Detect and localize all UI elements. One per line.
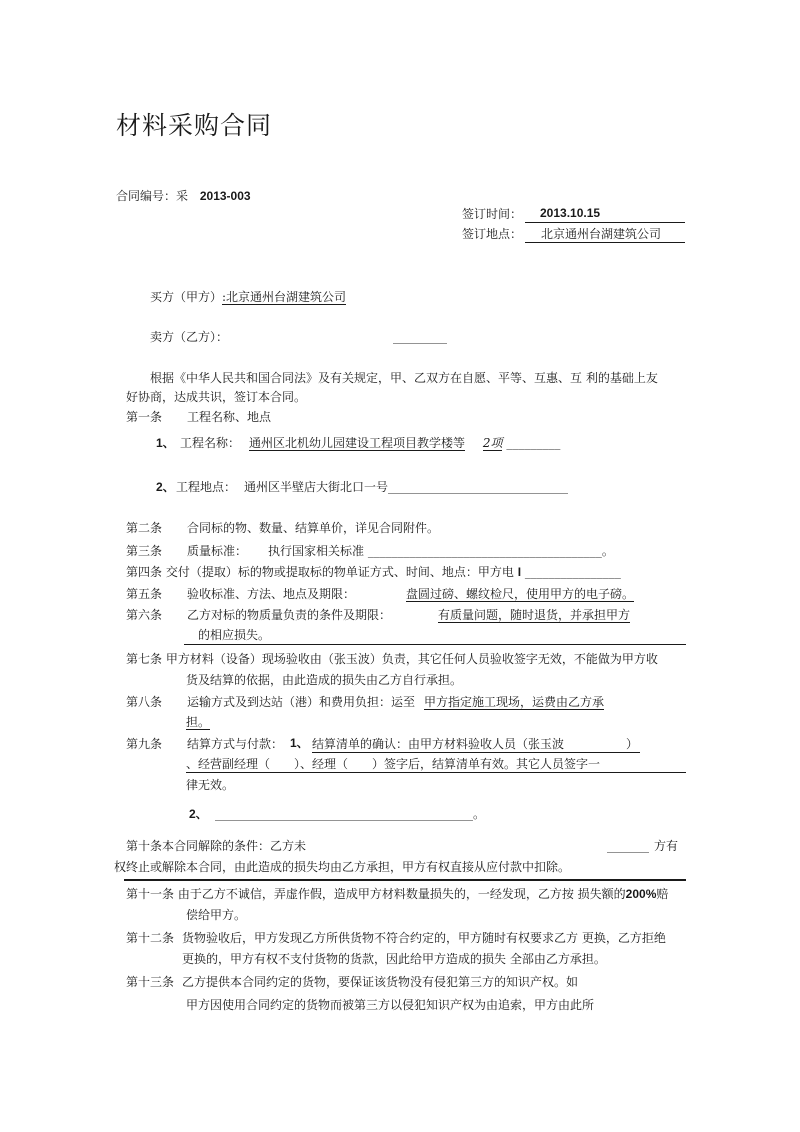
article-9-close-1: ） (626, 737, 639, 751)
document-title: 材料采购合同 (116, 111, 273, 140)
article-9-line-2: 、经营副经理（ ）、经理（ ）签字后，结算清单有效。其它人员签字一 (186, 757, 601, 771)
article-6-value-wrap (438, 607, 630, 623)
sign-place-label: 签订地点： (462, 227, 523, 241)
article-5-value-wrap (406, 586, 634, 602)
quality-standard (268, 543, 614, 559)
article-5-label: 验收标准、方法、地点及期限： (187, 587, 356, 601)
quality-standard-blank: _______________________________________ (367, 544, 602, 558)
article-3-label: 质量标准： (187, 544, 248, 558)
project-name-tail: 2项 (482, 436, 503, 450)
article-5-number: 第五条 (126, 587, 163, 601)
sign-place-underline (525, 242, 685, 243)
article-6-number: 第六条 (126, 608, 163, 622)
article-10-label: 第十条本合同解除的条件：乙方未 (126, 839, 307, 853)
project-name-value: 通州区北机幼儿园建设工程项目教学楼等 (249, 436, 466, 450)
contract-number-value: 2013-003 (199, 189, 251, 203)
article-8-number: 第八条 (126, 695, 163, 709)
article-4-number: 第四条 (126, 565, 163, 579)
article-9-2-number: 2、 (189, 807, 208, 821)
article-12-line-2: 更换的，甲方有权不支付货物的货款，因此给甲方造成的损失 全部由乙方承担。 (182, 952, 606, 966)
article-7-line-1: 第七条 甲方材料（设备）现场验收由（张玉波）负责，其它任何人员验收签字无效，不能做为甲方收 (126, 652, 658, 666)
project-name-blank: _________ (506, 436, 561, 450)
project-address-blank: ______________________________ (388, 480, 569, 494)
article-11-text: 由于乙方不诚信，弄虚作假，造成甲方材料数量损失的，一经发现，乙方按 损失额的 (177, 887, 626, 901)
contract-number (116, 188, 251, 204)
article-4-mark: I (517, 565, 522, 579)
seller-blank: _________ (393, 330, 447, 344)
article-2-number: 第二条 (126, 521, 163, 535)
article-9-number: 第九条 (126, 737, 163, 751)
article-9-line-3: 律无效。 (186, 778, 235, 792)
project-name (249, 435, 560, 451)
buyer-label: 买方（甲方） (150, 290, 223, 304)
article-8-value-wrap (424, 694, 604, 710)
article-9-rule-1 (312, 752, 640, 753)
article-12-line-1: 货物验收后，甲方发现乙方所供货物不符合约定的，甲方随时有权要求乙方 更换，乙方拒绝 (182, 931, 666, 945)
seller-label: 卖方（乙方）： (150, 330, 229, 344)
sign-time-underline (525, 222, 685, 223)
article-3-number: 第三条 (126, 544, 163, 558)
article-11-tail: 赔 (656, 887, 669, 901)
article-13-line-1: 乙方提供本合同约定的货物，要保证该货物没有侵犯第三方的知识产权。如 (182, 975, 579, 989)
article-6-line-2: 的相应损失。 (198, 628, 271, 642)
article-6-label: 乙方对标的物质量负责的条件及期限： (187, 608, 392, 622)
buyer-value: :北京通州台湖建筑公司 (222, 290, 347, 304)
article-1-number: 第一条 (126, 410, 163, 424)
sign-time-label: 签订时间： (462, 207, 523, 221)
quality-standard-end: 。 (601, 544, 614, 558)
intro-line-1: 根据《中华人民共和国合同法》及有关规定，甲、乙双方在自愿、平等、互惠、互 利的基础上友 (150, 371, 658, 385)
article-4 (126, 564, 621, 580)
article-10-blank: _______ (607, 839, 649, 853)
article-10-rule (124, 879, 686, 881)
article-11-line-2: 偿给甲方。 (186, 908, 247, 922)
quality-standard-value: 执行国家相关标准 (268, 544, 365, 558)
article-10-tail: 方有 (654, 839, 679, 853)
article-8-line-2: 担。 (186, 715, 211, 729)
article-12-number: 第十二条 (126, 931, 175, 945)
article-9-rule-2 (186, 772, 686, 773)
article-4-blank: ________________ (524, 565, 621, 579)
article-1-1-number: 1、 (156, 436, 175, 450)
article-7-line-2: 货及结算的依据，由此造成的损失由乙方自行承担。 (186, 673, 463, 687)
project-address-value: 通州区半壁店大街北口一号 (244, 480, 389, 494)
buyer-line (150, 289, 346, 305)
article-5-value: 盘圆过磅、螺纹检尺，使用甲方的电子磅。 (406, 587, 635, 601)
intro-line-2: 好协商，达成共识，签订本合同。 (126, 390, 307, 404)
article-9-2-end: 。 (473, 807, 486, 821)
sign-time-value: 2013.10.15 (540, 206, 601, 220)
article-9-2-blank: ___________________________________________ (215, 807, 473, 821)
article-9-sub-1: 1、 (290, 736, 309, 750)
project-address (244, 479, 568, 495)
article-6-value: 有质量问题，随时退货，并承担甲方 (438, 608, 631, 622)
article-9-label: 结算方式与付款： (187, 737, 284, 751)
article-13-number: 第十三条 (126, 975, 175, 989)
article-1-text: 工程名称、地点 (187, 410, 272, 424)
article-11-number: 第十一条 (126, 887, 175, 901)
article-1-2-number: 2、 (156, 480, 175, 494)
article-1-2-label: 工程地点： (176, 480, 237, 494)
article-8-line-2-wrap (186, 714, 210, 730)
sign-place-value: 北京通州台湖建筑公司 (541, 227, 662, 241)
article-8-label: 运输方式及到达站（港）和费用负担：运至 (187, 695, 416, 709)
article-2-text: 合同标的物、数量、结算单价，详见合同附件。 (187, 521, 440, 535)
article-9-text-1: 结算清单的确认：由甲方材料验收人员（张玉波 (312, 737, 565, 751)
article-4-text: 交付（提取）标的物或提取标的物单证方式、时间、地点：甲方电 (165, 565, 514, 579)
article-10-line-2: 权终止或解除本合同，由此造成的损失均由乙方承担，甲方有权直接从应付款中扣除。 (114, 860, 571, 874)
article-6-rule (184, 644, 686, 645)
article-1-1-label: 工程名称： (180, 436, 241, 450)
contract-number-label: 合同编号：采 (116, 189, 189, 203)
article-11-percent: 200% (625, 887, 657, 901)
article-13-line-2: 甲方因使用合同约定的货物而被第三方以侵犯知识产权为由追索，甲方由此所 (186, 998, 595, 1012)
article-9-2-blank-wrap (215, 806, 485, 822)
article-8-value: 甲方指定施工现场，运费由乙方承 (424, 695, 605, 709)
article-11 (126, 886, 668, 902)
